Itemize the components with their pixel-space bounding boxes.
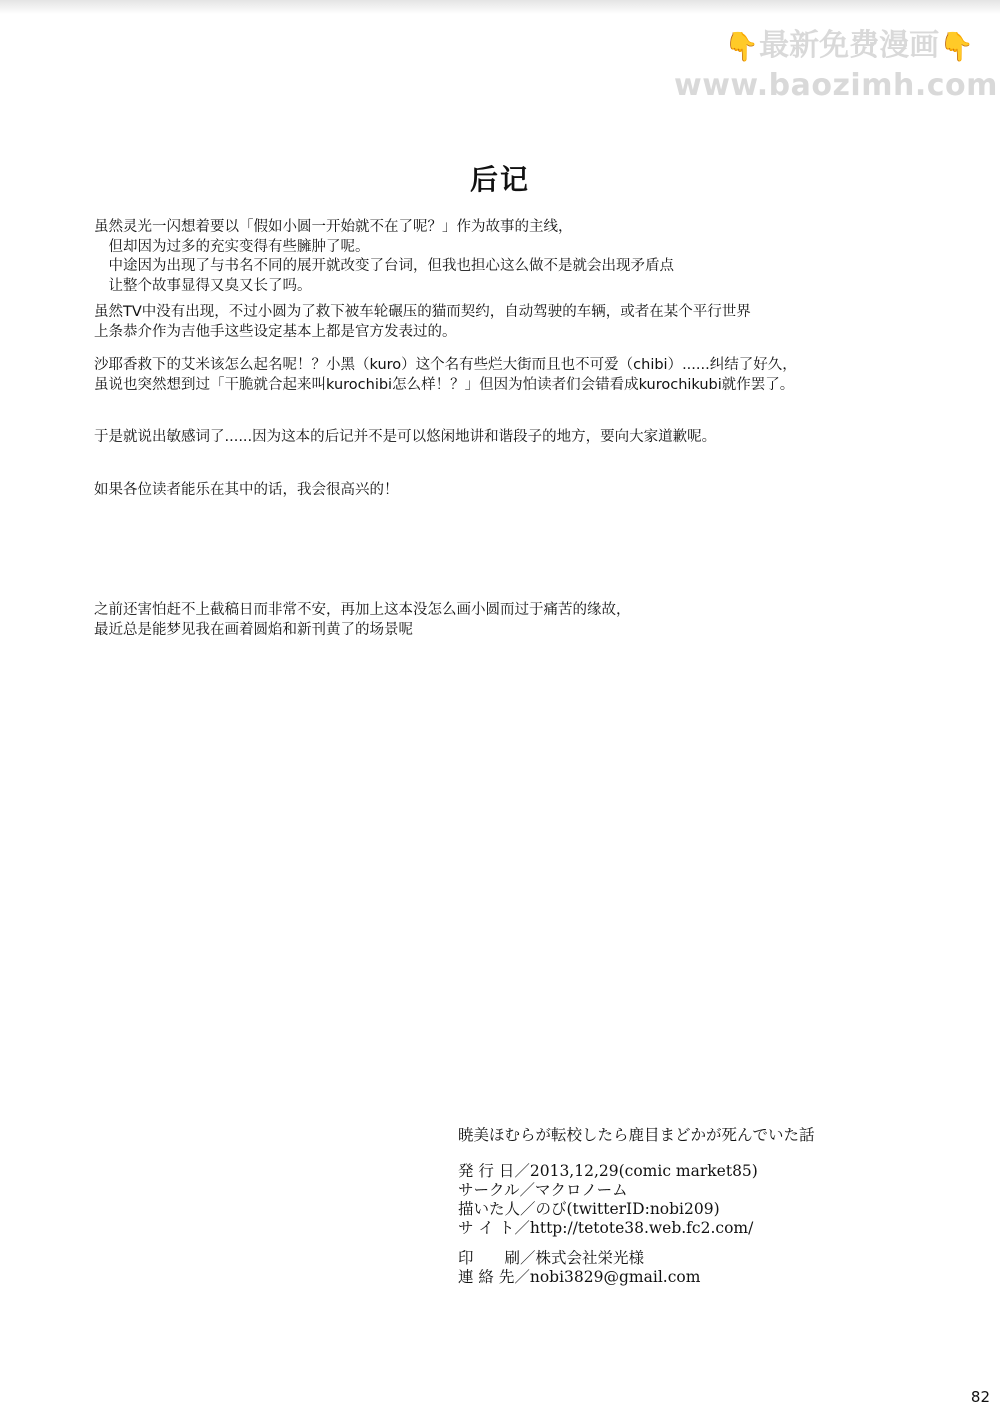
text-line: 虽然灵光一闪想着要以「假如小圆一开始就不在了呢？」作为故事的主线， bbox=[94, 219, 573, 235]
text-line: 于是就说出敏感词了......因为这本的后记并不是可以悠闲地讲和谐段子的地方，要向大家道歉呢。 bbox=[94, 429, 717, 445]
colophon-circle: サークル／マクロノーム bbox=[458, 1181, 628, 1199]
paragraph-2 bbox=[94, 303, 914, 342]
text-line: 最近总是能梦见我在画着圆焰和新刊黄了的场景呢 bbox=[94, 621, 413, 638]
watermark-line-1 bbox=[674, 26, 974, 67]
paragraph-6 bbox=[94, 601, 914, 640]
watermark-url: www.baozimh.com bbox=[674, 67, 998, 103]
colophon-book-title: 暁美ほむらが転校したら鹿目まどかが死んでいた話 bbox=[458, 1126, 815, 1144]
text-line: 让整个故事显得又臭又长了吗。 bbox=[94, 277, 312, 294]
watermark bbox=[674, 26, 998, 105]
text-line: 上条恭介作为吉他手这些设定基本上都是官方发表过的。 bbox=[94, 323, 457, 340]
text-line: 中途因为出现了与书名不同的展开就改变了台词，但我也担心这么做不是就会出现矛盾点 bbox=[94, 258, 674, 274]
colophon-author: 描いた人／のび(twitterID:nobi209) bbox=[458, 1200, 720, 1218]
colophon-contact: 連 絡 先／nobi3829@gmail.com bbox=[458, 1268, 701, 1286]
paragraph-4 bbox=[94, 428, 914, 448]
page-title: 后记 bbox=[469, 163, 530, 196]
paragraph-3 bbox=[94, 356, 914, 395]
colophon-printer: 印 刷／株式会社栄光様 bbox=[458, 1249, 645, 1267]
colophon-publish-date: 発 行 日／2013,12,29(comic market85) bbox=[458, 1162, 758, 1180]
colophon-print bbox=[458, 1249, 958, 1287]
text-line: 之前还害怕赶不上截稿日而非常不安，再加上这本没怎么画小圆而过于痛苦的缘故， bbox=[94, 602, 631, 618]
pointing-down-hand-icon: 👇 bbox=[939, 29, 974, 63]
text-line: 虽然TV中没有出现，不过小圆为了救下被车轮碾压的猫而契约，自动驾驶的车辆，或者在某个平行世界 bbox=[94, 304, 751, 320]
paragraph-1 bbox=[94, 218, 914, 296]
paragraph-5 bbox=[94, 481, 914, 501]
watermark-text: 最新免费漫画 bbox=[759, 28, 940, 63]
page-number: 82 bbox=[970, 1388, 990, 1406]
colophon-site: サ イ ト／http://tetote38.web.fc2.com/ bbox=[458, 1219, 754, 1237]
text-line: 但却因为过多的充实变得有些臃肿了呢。 bbox=[94, 238, 370, 255]
text-line: 如果各位读者能乐在其中的话，我会很高兴的！ bbox=[94, 482, 399, 498]
pointing-down-hand-icon: 👇 bbox=[724, 29, 760, 63]
scan-top-edge bbox=[0, 0, 1000, 14]
text-line: 虽说也突然想到过「干脆就合起来叫kurochibi怎么样！？」但因为怕读者们会错看成kurochikubi就作罢了。 bbox=[94, 376, 795, 393]
colophon-info bbox=[458, 1162, 958, 1238]
text-line: 沙耶香救下的艾米该怎么起名呢！？小黑（kuro）这个名有些烂大街而且也不可爱（chibi）......纠结了好久， bbox=[94, 357, 797, 373]
